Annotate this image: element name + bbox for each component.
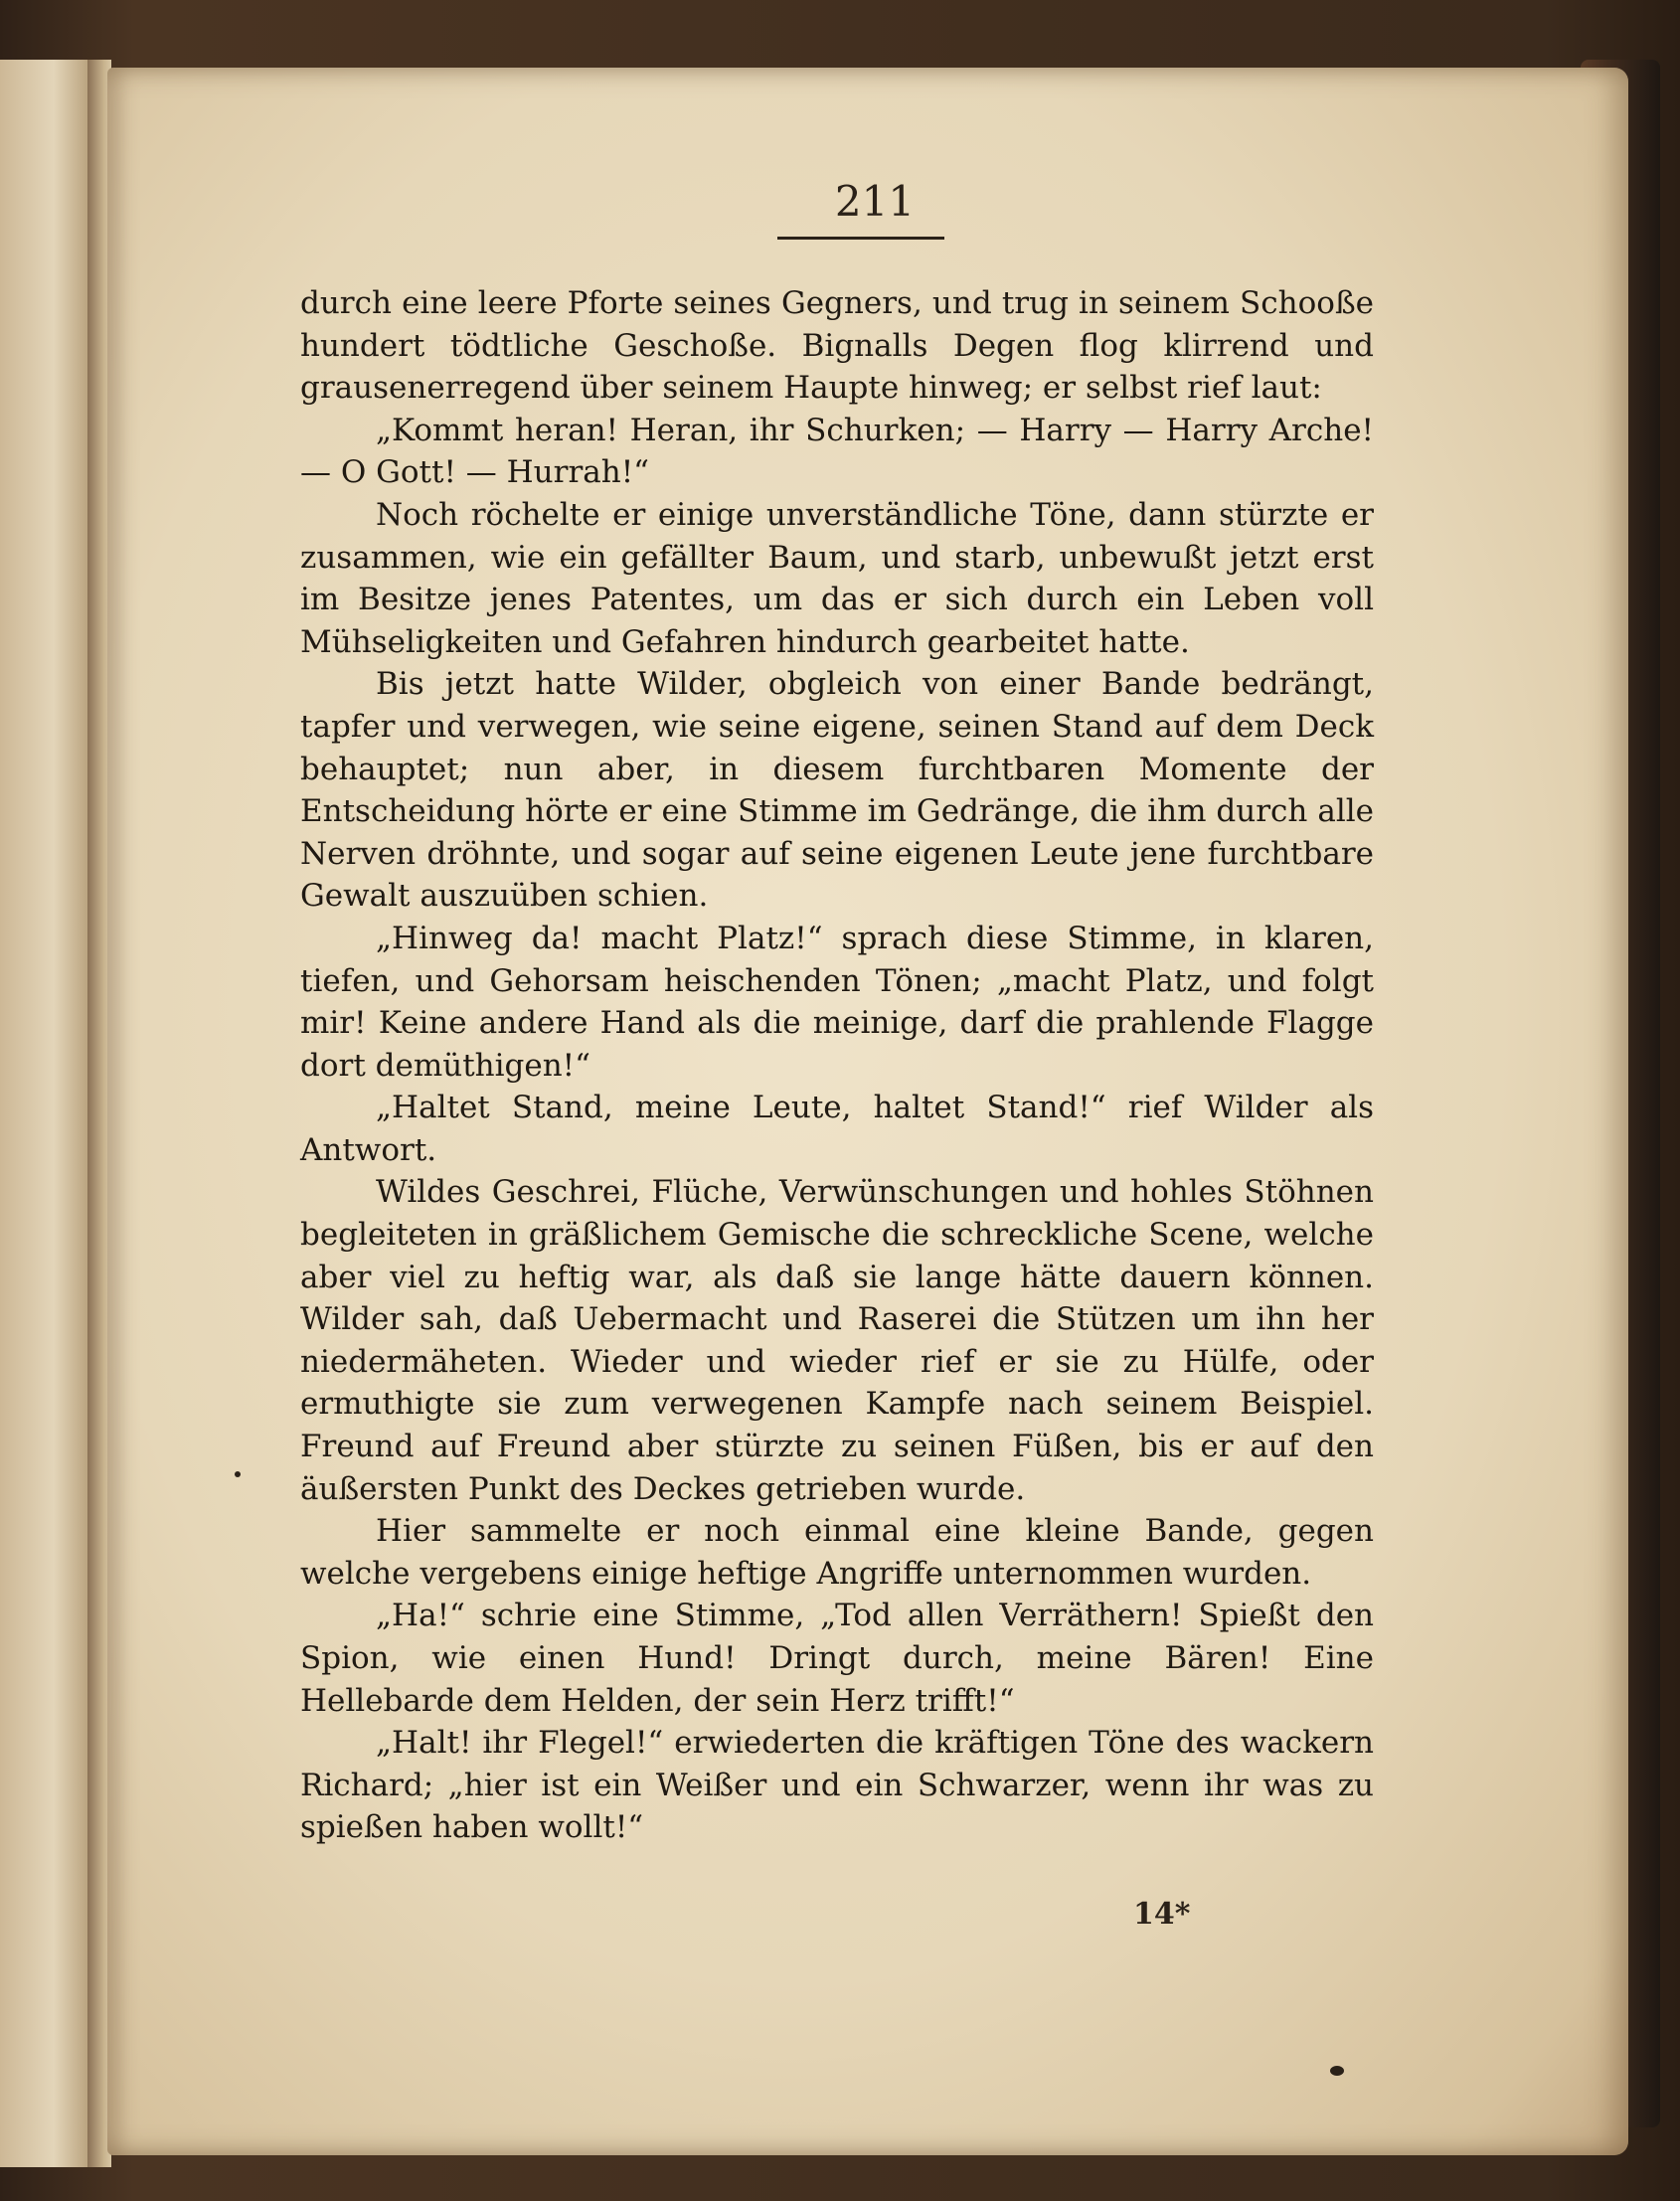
paragraph: Wildes Geschrei, Flüche, Verwünschungen und hohles Stöhnen begleiteten in gräßlichem Gemische die schreckliche Scene, welche aber viel zu heftig war, als daß sie lange hätte dauern können. Wilder sah, daß Uebermacht und Raserei die Stützen um ihn her niedermäheten. Wieder und wieder rief er sie zu Hülfe, oder ermuthigte sie zum verwegenen Kampfe nach seinem Beispiel. Freund auf Freund aber stürzte zu seinen Füßen, bis er auf den äußersten Punkt des Deckes getrieben wurde.	[300, 1174, 1374, 1507]
paragraph: „Kommt heran! Heran, ihr Schurken; — Harry — Harry Arche! — O Gott! — Hurrah!“	[300, 412, 1374, 491]
paragraph: „Ha!“ schrie eine Stimme, „Tod allen Verräthern! Spießt den Spion, wie einen Hund! Dringt durch, meine Bären! Eine Hellebarde dem Helden, der sein Herz trifft!“	[300, 1598, 1374, 1719]
header-rule	[777, 237, 944, 240]
paragraph: durch eine leere Pforte seines Gegners, und trug in seinem Schooße hundert tödtliche Geschoße. Bignalls Degen flog klirrend und grausenerregend über seinem Haupte hinweg; er selbst rief laut:	[300, 285, 1374, 407]
signature-mark: 14*	[1133, 1897, 1191, 1932]
paragraph: „Halt! ihr Flegel!“ erwiederten die kräftigen Töne des wackern Richard; „hier ist ein Weißer und ein Schwarzer, wenn ihr was zu spießen haben wollt!“	[300, 1725, 1374, 1846]
paragraph: Noch röchelte er einige unverständliche Töne, dann stürzte er zusammen, wie ein gefällter Baum, und starb, unbewußt jetzt erst im Besitze jenes Patentes, um das er sich durch ein Leben voll Mühseligkeiten und Gefahren hindurch gearbeitet hatte.	[300, 496, 1374, 660]
page-number: 211	[834, 177, 916, 226]
paragraph: „Haltet Stand, meine Leute, haltet Stand!“ rief Wilder als Antwort.	[300, 1090, 1374, 1168]
left-page-edge	[0, 60, 89, 2167]
body-text	[300, 282, 1374, 1893]
paragraph: „Hinweg da! macht Platz!“ sprach diese Stimme, in klaren, tiefen, und Gehorsam heischenden Tönen; „macht Platz, und folgt mir! Keine andere Hand als die meinige, darf die prahlende Flagge dort demüthigen!“	[300, 920, 1374, 1084]
paragraph: Bis jetzt hatte Wilder, obgleich von einer Bande bedrängt, tapfer und verwegen, wie seine eigene, seinen Stand auf dem Deck behauptet; nun aber, in diesem furchtbaren Momente der Entscheidung hörte er eine Stimme im Gedränge, die ihm durch alle Nerven dröhnte, und sogar auf seine eigenen Leute jene furchtbare Gewalt auszuüben schien.	[300, 666, 1374, 915]
ink-spot	[1330, 2066, 1344, 2076]
paragraph: Hier sammelte er noch einmal eine kleine Bande, gegen welche vergebens einige heftige Angriffe unternommen wurden.	[300, 1513, 1374, 1592]
ink-spot	[235, 1471, 241, 1477]
